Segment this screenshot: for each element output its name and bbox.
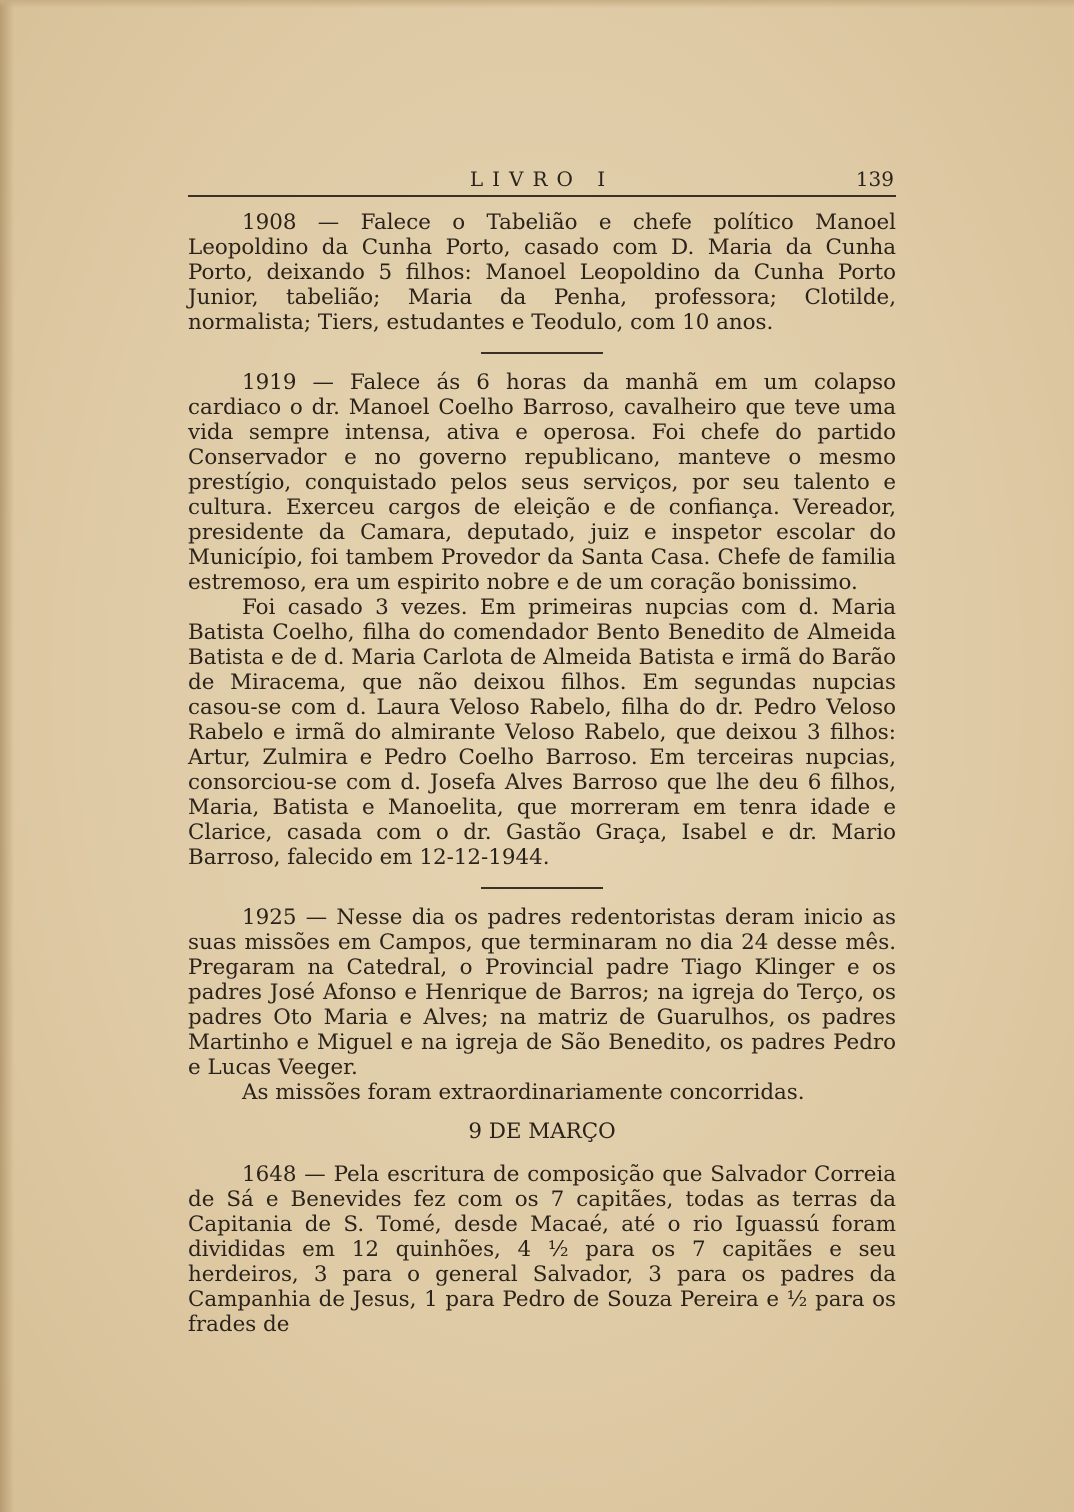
entry-1919: 1919 — Falece ás 6 horas da manhã em um colapso cardiaco o dr. Manoel Coelho Barroso, cavalheiro que teve uma vida sempre intensa, ativa e operosa. Foi chefe do partido Conservador e no governo republicano, manteve o mesmo prestígio, conquistado pelos seus serviços, por seu talento e cultura. Exerceu cargos de eleição e de confiança. Vereador, presidente da Camara, deputado, juiz e inspetor escolar do Município, foi tambem Provedor da Santa Casa. Chefe de familia estremoso, era um espirito nobre e de um coração bonissimo. bbox=[188, 370, 896, 595]
entry-1908: 1908 — Falece o Tabelião e chefe político Manoel Leopoldino da Cunha Porto, casado com D. Maria da Cunha Porto, deixando 5 filhos: Manoel Leopoldino da Cunha Porto Junior, tabelião; Maria da Penha, professora; Clotilde, normalista; Tiers, estudantes e Teodulo, com 10 anos. bbox=[188, 210, 896, 335]
body-text bbox=[188, 210, 896, 1337]
separator-rule bbox=[481, 352, 603, 354]
page-top-shadow bbox=[0, 0, 1074, 8]
running-title: LIVRO I bbox=[469, 167, 615, 191]
page-number: 139 bbox=[855, 167, 894, 191]
entry-1925-continued: As missões foram extraordinariamente concorridas. bbox=[242, 1080, 805, 1105]
entry-1925: 1925 — Nesse dia os padres redentoristas deram inicio as suas missões em Campos, que terminaram no dia 24 desse mês. Pregaram na Catedral, o Provincial padre Tiago Klinger e os padres José Afonso e Henrique de Barros; na igreja do Terço, os padres Oto Maria e Alves; na matriz de Guarulhos, os padres Martinho e Miguel e na igreja de São Benedito, os padres Pedro e Lucas Veeger. bbox=[188, 905, 896, 1080]
page-edge-shadow bbox=[0, 0, 14, 1512]
separator-rule bbox=[481, 887, 603, 889]
entry-1648: 1648 — Pela escritura de composição que Salvador Correia de Sá e Benevides fez com os 7 capitães, todas as terras da Capitania de S. Tomé, desde Macaé, até o rio Iguassú foram divididas em 12 quinhões, 4 ½ para os 7 capitães e seu herdeiros, 3 para o general Salvador, 3 para os padres da Campanhia de Jesus, 1 para Pedro de Souza Pereira e ½ para os frades de bbox=[188, 1162, 896, 1337]
section-heading: 9 DE MARÇO bbox=[468, 1119, 616, 1144]
entry-1919-continued: Foi casado 3 vezes. Em primeiras nupcias com d. Maria Batista Coelho, filha do comendador Bento Benedito de Almeida Batista e de d. Maria Carlota de Almeida Batista e irmã do Barão de Miracema, que não deixou filhos. Em segundas nupcias casou-se com d. Laura Veloso Rabelo, filha do dr. Pedro Veloso Rabelo e irmã do almirante Veloso Rabelo, que deixou 3 filhos: Artur, Zulmira e Pedro Coelho Barroso. Em terceiras nupcias, consorciou-se com d. Josefa Alves Barroso que lhe deu 6 filhos, Maria, Batista e Manoelita, que morreram em tenra idade e Clarice, casada com o dr. Gastão Graça, Isabel e dr. Mario Barroso, falecido em 12-12-1944. bbox=[188, 595, 896, 870]
page-header bbox=[188, 165, 896, 197]
